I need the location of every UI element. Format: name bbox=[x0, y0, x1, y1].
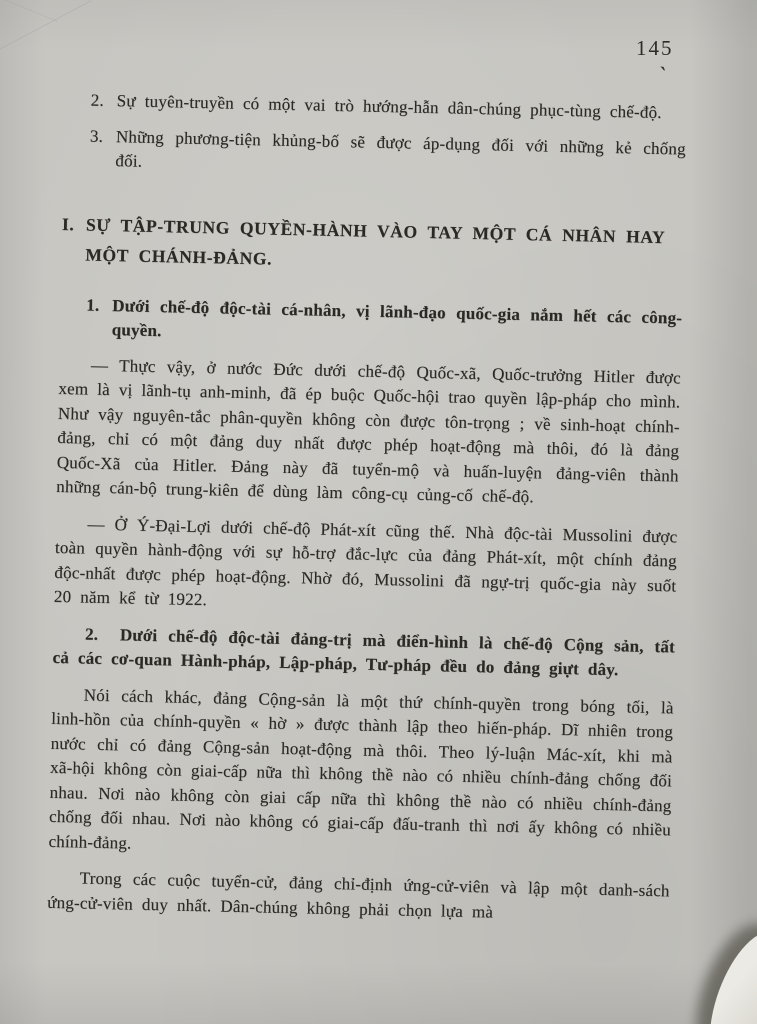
paragraph-elections: Trong các cuộc tuyển-cử, đảng chỉ-định ứng-cử-viên và lập một danh-sách ứng-cử-viên duy nhất. Dân-chúng không phải chọn lựa mà bbox=[47, 868, 670, 922]
section-heading bbox=[61, 209, 684, 282]
list-item-marker: 3. bbox=[89, 126, 104, 146]
paper-crease bbox=[0, 0, 58, 23]
list-item-text: Những phương-tiện khủng-bố sẽ được áp-dụng đối với những kẻ chống đối. bbox=[115, 126, 687, 171]
list-item-2 bbox=[90, 89, 686, 126]
paragraph-italy: — Ở Ý-Đại-Lợi dưới chế-độ Phát-xít cũng thế. Nhà độc-tài Mussolini được toàn quyền hành-động với sự hỗ-trợ đắc-lực của đảng Phát-xít, một chính đảng độc-nhất được phép hoạt-động. Nhờ đó, Mussolini đã ngự-trị quốc-gia này suốt 20 năm kể từ 1922. bbox=[53, 514, 678, 610]
paragraph-communist-party: Nói cách khác, đảng Cộng-sản là một thứ chính-quyền trong bóng tối, là linh-hồn của chính-quyền « hờ » được thành lập theo hiến-pháp. Dĩ nhiên trong nước chỉ có đảng Cộng-sản hoạt-động mà thôi. Theo lý-luận Mác-xít, khi mà xã-hội không còn giai-cấp nữa thì không thề nào có nhiều chính-đảng chống đối nhau. Nơi nào không còn giai cấp nữa thì không thề nào có nhiều chính-đảng chống đối nhau. Nơi nào không có giai-cấp đấu-tranh thì nơi ấy không có nhiều chính-đảng. bbox=[48, 685, 674, 853]
paper-crease bbox=[0, 0, 92, 53]
section-heading-text: SỰ TẬP-TRUNG QUYỀN-HÀNH VÀO TAY MỘT CÁ NHÂN HAY MỘT CHÁNH-ĐẢNG. bbox=[85, 213, 665, 269]
numbered-point-text: Dưới chế-độ độc-tài cá-nhân, vị lãnh-đạo quốc-gia nắm hết các công-quyền. bbox=[111, 295, 683, 341]
numbered-point-1 bbox=[86, 294, 683, 355]
numbered-point-marker: 1. bbox=[86, 295, 100, 315]
list-item-3 bbox=[89, 125, 687, 186]
paragraph-germany: — Thực vậy, ở nước Đức dưới chế-độ Quốc-xã, Quốc-trưởng Hitler được xem là vị lãnh-tụ anh-minh, đã ép buộc Quốc-hội trao quyền lập-pháp cho mình. Như vậy nguyên-tắc phân-quyền không còn được tôn-trọng ; về sinh-hoạt chính-đảng, chỉ có một đảng duy nhất được phép hoạt-động mà thôi, đó là đảng Quốc-Xã của Hitler. Đảng này đã tuyển-mộ và huấn-luyện đảng-viên thành những cán-bộ trung-kiên để dùng làm công-cụ củng-cố chế-độ. bbox=[56, 355, 682, 507]
numbered-point-text: Dưới chế-độ độc-tài đảng-trị mà điển-hình là chế-độ Cộng sản, tất cả các cơ-quan Hành-pháp, Lập-pháp, Tư-pháp đều do đảng giựt dây. bbox=[52, 624, 676, 680]
page-number: 145 bbox=[636, 36, 674, 60]
list-item-marker: 2. bbox=[90, 90, 105, 110]
list-item-text: Sự tuyên-truyền có một vai trò hướng-hẫn dân-chúng phục-tùng chế-độ. bbox=[116, 91, 662, 123]
numbered-point-marker: 2. bbox=[84, 624, 110, 644]
page-text-block bbox=[47, 88, 687, 928]
section-heading-marker: I. bbox=[61, 213, 75, 234]
stray-ink-mark: ` bbox=[655, 61, 668, 88]
numbered-point-2 bbox=[52, 621, 675, 684]
